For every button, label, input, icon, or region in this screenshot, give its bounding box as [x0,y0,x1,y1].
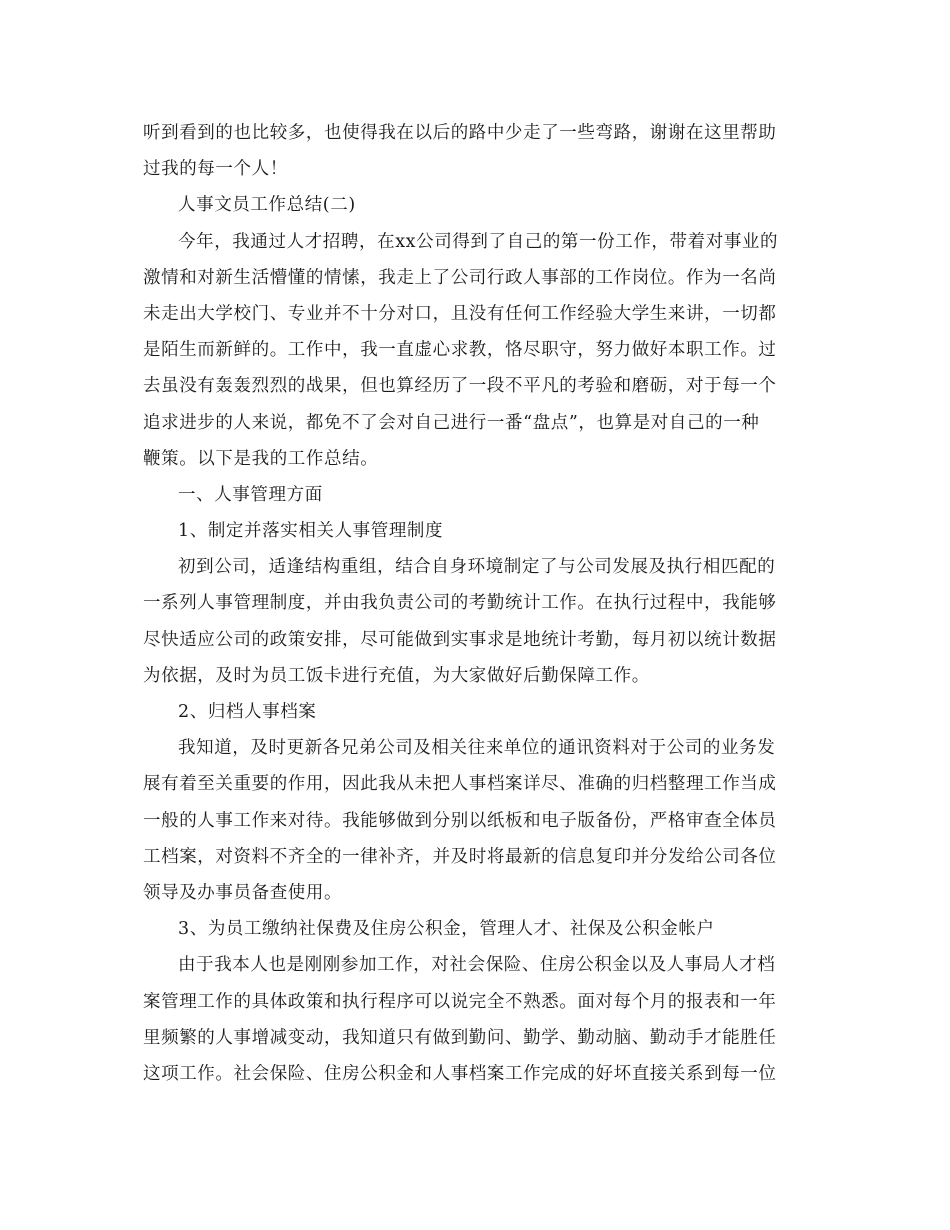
text-line: 是陌生而新鲜的。工作中，我一直虚心求教，恪尽职守，努力做好本职工作。过 [143,340,777,361]
text-line: 由于我本人也是刚刚参加工作，对社会保险、住房公积金以及人事局人才档 [178,955,776,976]
text-line: 领导及办事员备查使用。 [143,882,343,903]
text-line: 案管理工作的具体政策和执行程序可以说完全不熟悉。面对每个月的报表和一年 [143,991,777,1012]
text-line: 人事文员工作总结(二) [178,195,356,216]
text-line: 展有着至关重要的作用，因此我从未把人事档案详尽、准确的归档整理工作当成 [143,774,777,795]
document-body [143,115,813,1092]
text-line: 初到公司，适逢结构重组，结合自身环境制定了与公司发展及执行相匹配的 [178,557,776,578]
text-line: 追求进步的人来说，都免不了会对自己进行一番“盘点”，也算是对自己的一种 [143,412,760,433]
text-line: 过我的每一个人！ [143,159,288,180]
text-line: 听到看到的也比较多，也使得我在以后的路中少走了一些弯路，谢谢在这里帮助 [143,123,777,143]
text-line: 一般的人事工作来对待。我能够做到分别以纸板和电子版备份，严格审查全体员 [143,810,777,831]
text-line: 激情和对新生活懵懂的情愫，我走上了公司行政人事部的工作岗位。作为一名尚 [143,267,777,288]
text-line: 里频繁的人事增减变动，我知道只有做到勤问、勤学、勤动脑、勤动手才能胜任 [143,1027,777,1048]
text-line: 我知道，及时更新各兄弟公司及相关往来单位的通讯资料对于公司的业务发 [178,738,776,759]
text-line: 1、制定并落实相关人事管理制度 [178,521,444,542]
text-line: 2、归档人事档案 [178,702,317,722]
text-line: 今年，我通过人才招聘，在xx公司得到了自己的第一份工作，带着对事业的 [178,231,779,252]
text-line: 为依据，及时为员工饭卡进行充值，为大家做好后勤保障工作。 [143,665,650,686]
text-line: 这项工作。社会保险、住房公积金和人事档案工作完成的好坏直接关系到每一位 [143,1063,777,1084]
text-line: 去虽没有轰轰烈烈的战果，但也算经历了一段不平凡的考验和磨砺，对于每一个 [143,376,777,397]
text-line: 未走出大学校门、专业并不十分对口，且没有任何工作经验大学生来讲，一切都 [143,303,777,324]
text-line: 一系列人事管理制度，并由我负责公司的考勤统计工作。在执行过程中，我能够 [143,593,777,614]
text-line: 一、人事管理方面 [178,484,323,505]
text-line: 鞭策。以下是我的工作总结。 [143,448,379,469]
text-line: 工档案，对资料不齐全的一律补齐，并及时将最新的信息复印并分发给公司各位 [143,846,777,867]
text-line: 3、为员工缴纳社保费及住房公积金，管理人才、社保及公积金帐户 [178,919,715,940]
text-line: 尽快适应公司的政策安排，尽可能做到实事求是地统计考勤，每月初以统计数据 [143,629,777,650]
